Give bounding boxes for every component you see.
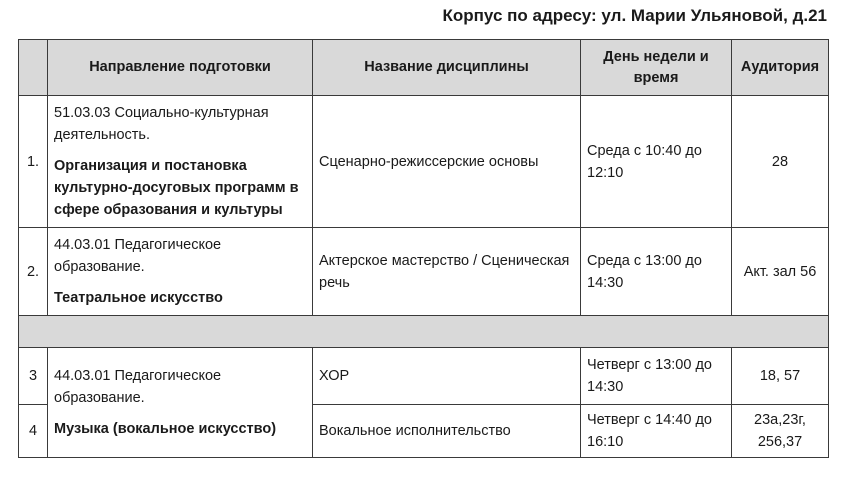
building-address-heading: Корпус по адресу: ул. Марии Ульяновой, д.21: [442, 6, 827, 25]
day-time-cell: Среда с 10:40 до 12:10: [581, 96, 732, 228]
discipline-cell: Вокальное исполнительство: [313, 405, 581, 458]
room-cell: 23а,23г, 256,37: [732, 405, 829, 458]
table-row: [19, 96, 829, 228]
direction-cell: [48, 96, 313, 228]
header-room: Аудитория: [732, 40, 829, 96]
discipline-cell: Актерское мастерство / Сценическая речь: [313, 228, 581, 316]
row-number: 4: [19, 405, 48, 458]
program-profile: Организация и постановка культурно-досуговых программ в сфере образования и культуры: [54, 158, 299, 218]
room-cell: Акт. зал 56: [732, 228, 829, 316]
header-discipline: Название дисциплины: [313, 40, 581, 96]
table-header-row: [19, 40, 829, 96]
direction-cell: [48, 348, 313, 458]
room-cell: 18, 57: [732, 348, 829, 405]
day-time-cell: Четверг с 14:40 до 16:10: [581, 405, 732, 458]
table-row: [19, 348, 829, 405]
day-time-cell: Среда с 13:00 до 14:30: [581, 228, 732, 316]
table-row: [19, 228, 829, 316]
schedule-table: [18, 39, 829, 458]
header-num: [19, 40, 48, 96]
separator-row: [19, 316, 829, 348]
program-code: 51.03.03 Социально-культурная деятельность.: [54, 105, 269, 143]
discipline-cell: ХОР: [313, 348, 581, 405]
day-time-cell: Четверг с 13:00 до 14:30: [581, 348, 732, 405]
row-number: 3: [19, 348, 48, 405]
room-cell: 28: [732, 96, 829, 228]
header-direction: Направление подготовки: [48, 40, 313, 96]
program-code: 44.03.01 Педагогическое образование.: [54, 368, 222, 406]
direction-cell: [48, 228, 313, 316]
program-profile: Музыка (вокальное искусство): [54, 421, 277, 437]
program-profile: Театральное искусство: [54, 290, 223, 306]
program-code: 44.03.01 Педагогическое образование.: [54, 237, 222, 275]
header-day-time: День недели и время: [581, 40, 732, 96]
discipline-cell: Сценарно-режиссерские основы: [313, 96, 581, 228]
separator-cell: [19, 316, 829, 348]
row-number: 1.: [19, 96, 48, 228]
row-number: 2.: [19, 228, 48, 316]
